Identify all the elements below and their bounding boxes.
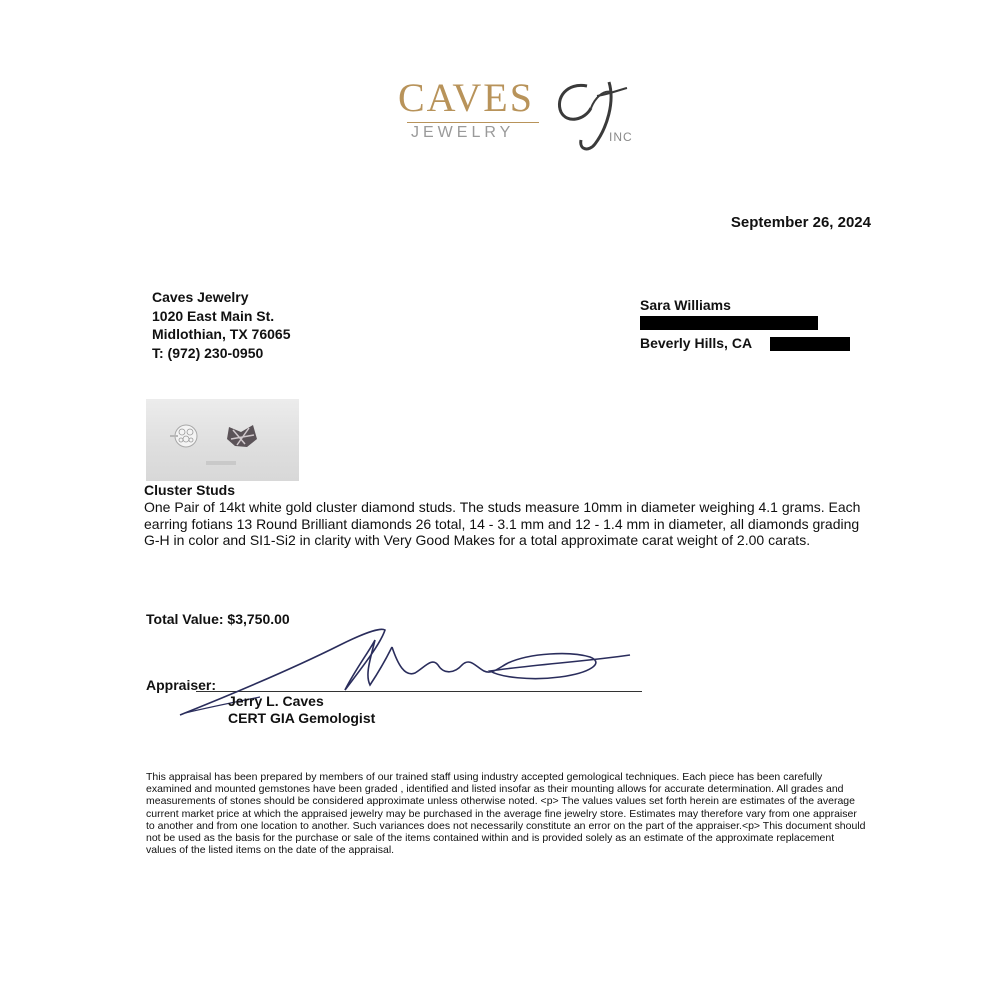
total-value: Total Value: $3,750.00 (146, 611, 290, 627)
business-phone: T: (972) 230-0950 (152, 344, 264, 361)
business-name: Caves Jewelry (152, 289, 249, 305)
disclaimer-text: This appraisal has been prepared by members of our trained staff using industry accepted gemological techniques. Each piece has been carefully examined and mounted gemstones have been graded , identified and listed insofar as their mounting allows for accurate determination. All grades and measurements of stones should be considered approximate unless otherwise noted. <p> The values values set forth herein are estimates of the average current market price at which the appraised jewelry may be purchased in the average fine jewelry store. Estimates may therefore vary from one appraiser to another and from one location to another. Such variances does not necessarily constitute an error on the part of the appraiser.<p> This document should not be used as the basis for the purchase or sale of the items contained within and is provided solely as an estimate of the approximate replacement values of the listed items on the date of the appraisal. (146, 771, 866, 857)
item-photo (146, 399, 299, 481)
client-name: Sara Williams (640, 297, 731, 313)
logo-sub-text: JEWELRY (411, 124, 515, 141)
appraisal-date: September 26, 2024 (730, 214, 871, 231)
redaction-bar-street (640, 316, 818, 330)
appraiser-block (228, 693, 375, 727)
business-street: 1020 East Main St. (152, 307, 275, 324)
logo-monogram-icon (547, 68, 637, 158)
redaction-bar-zip (770, 337, 850, 351)
appraiser-name: Jerry L. Caves (228, 693, 324, 709)
client-city: Beverly Hills, CA (640, 335, 753, 351)
business-address (152, 288, 290, 362)
item-description: One Pair of 14kt white gold cluster diamond studs. The studs measure 10mm in diameter weighing 4.1 grams. Each earring fotians 13 Round Brilliant diamonds 26 total, 14 - 3.1 mm and 12 - 1.4 mm in diameter, all diamonds grading G-H in color and SI1-Si2 in clarity with Very Good Makes for a total approximate carat weight of 2.00 carats. (144, 499, 861, 548)
item-title: Cluster Studs (144, 482, 236, 498)
business-city: Midlothian, TX 76065 (152, 326, 291, 342)
company-logo (395, 68, 645, 158)
appraiser-credential: CERT GIA Gemologist (228, 710, 376, 726)
appraiser-label: Appraiser: (146, 677, 217, 693)
logo-inc-text: INC (609, 130, 633, 144)
logo-divider (407, 122, 539, 123)
logo-brand-text: CAVES (398, 75, 534, 120)
stud-earrings-image (146, 399, 299, 481)
